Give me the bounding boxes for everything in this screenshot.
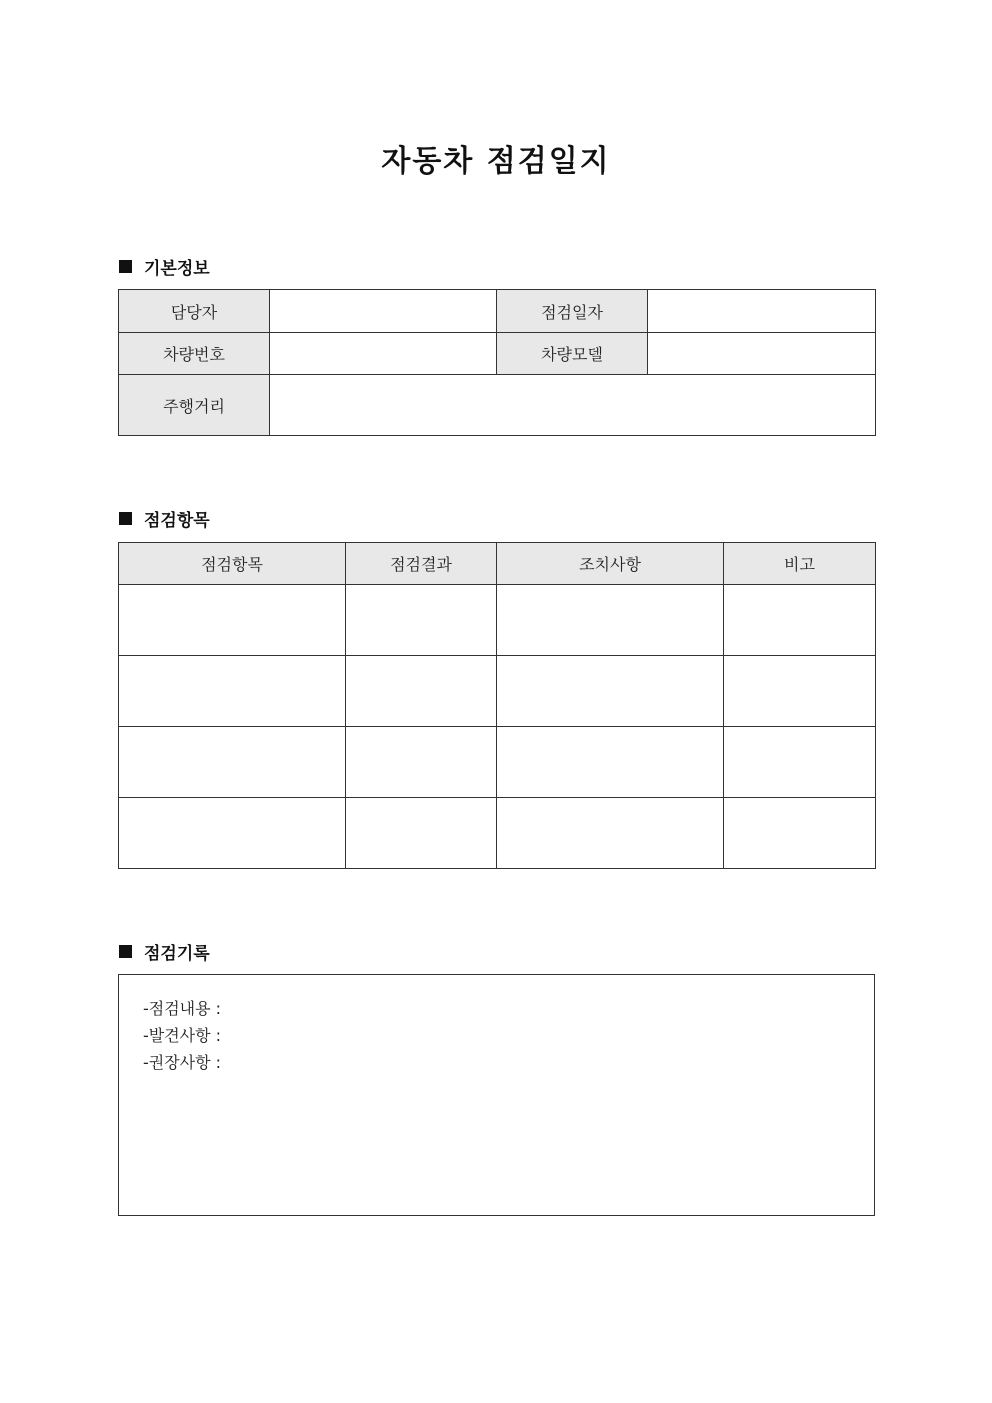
basic-info-heading bbox=[119, 254, 210, 279]
inspection-record-box[interactable] bbox=[118, 974, 875, 1216]
inspection-items-heading bbox=[119, 506, 210, 531]
column-header-result: 점검결과 bbox=[346, 543, 497, 585]
manager-field[interactable] bbox=[270, 290, 497, 333]
item-cell[interactable] bbox=[119, 585, 346, 656]
column-header-item: 점검항목 bbox=[119, 543, 346, 585]
table-row bbox=[119, 727, 876, 798]
model-field[interactable] bbox=[648, 333, 876, 375]
document-title: 자동차 점검일지 bbox=[381, 144, 611, 179]
model-label: 차량모델 bbox=[497, 333, 648, 375]
plate-field[interactable] bbox=[270, 333, 497, 375]
record-line-details: -점검내용 : bbox=[143, 999, 222, 1018]
mileage-field[interactable] bbox=[270, 375, 876, 436]
item-cell[interactable] bbox=[119, 727, 346, 798]
record-line-findings: -발견사항 : bbox=[143, 1026, 222, 1045]
inspection-items-table bbox=[118, 542, 876, 869]
result-cell[interactable] bbox=[346, 798, 497, 869]
manager-label: 담당자 bbox=[119, 290, 270, 333]
inspection-items-heading-label: 점검항목 bbox=[144, 511, 210, 531]
table-row bbox=[119, 585, 876, 656]
remarks-cell[interactable] bbox=[724, 656, 876, 727]
action-cell[interactable] bbox=[497, 656, 724, 727]
action-cell[interactable] bbox=[497, 798, 724, 869]
square-bullet-icon bbox=[119, 512, 132, 525]
result-cell[interactable] bbox=[346, 585, 497, 656]
date-label: 점검일자 bbox=[497, 290, 648, 333]
action-cell[interactable] bbox=[497, 585, 724, 656]
remarks-cell[interactable] bbox=[724, 798, 876, 869]
date-field[interactable] bbox=[648, 290, 876, 333]
item-cell[interactable] bbox=[119, 798, 346, 869]
action-cell[interactable] bbox=[497, 727, 724, 798]
remarks-cell[interactable] bbox=[724, 585, 876, 656]
column-header-action: 조치사항 bbox=[497, 543, 724, 585]
basic-info-table bbox=[118, 289, 876, 436]
column-header-remarks: 비고 bbox=[724, 543, 876, 585]
table-row bbox=[119, 656, 876, 727]
square-bullet-icon bbox=[119, 260, 132, 273]
record-line-recommendations: -권장사항 : bbox=[143, 1053, 222, 1072]
mileage-label: 주행거리 bbox=[119, 375, 270, 436]
inspection-record-heading-label: 점검기록 bbox=[144, 944, 210, 964]
basic-info-heading-label: 기본정보 bbox=[144, 259, 210, 279]
item-cell[interactable] bbox=[119, 656, 346, 727]
inspection-record-heading bbox=[119, 939, 210, 964]
result-cell[interactable] bbox=[346, 727, 497, 798]
square-bullet-icon bbox=[119, 945, 132, 958]
result-cell[interactable] bbox=[346, 656, 497, 727]
remarks-cell[interactable] bbox=[724, 727, 876, 798]
table-row bbox=[119, 798, 876, 869]
plate-label: 차량번호 bbox=[119, 333, 270, 375]
